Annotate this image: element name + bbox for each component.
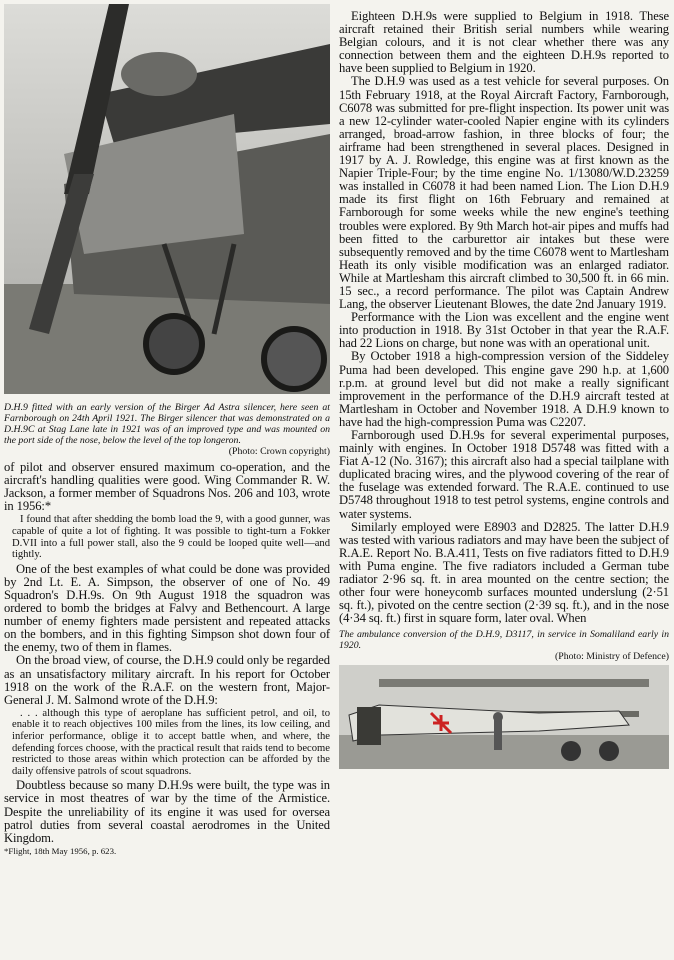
paragraph: of pilot and observer ensured maximum co-operation, and the aircraft's handling qualities were good. Wing Commander R. W. Jackson, a former member of Squadrons Nos. 206 and 103, wrote in 1956:* (4, 460, 330, 514)
photo-caption: D.H.9 fitted with an early version of the Birger Ad Astra silencer, here seen at Farnborough on 24th April 1921. The Birger silencer that was demonstrated on a D.H.9C at Stag Lane late in 1921 was of an improved type and was mounted on the port side of the nose, below the level of the top longeron. (4, 402, 330, 446)
paragraph: Similarly employed were E8903 and D2825. The latter D.H.9 was tested with various radiators and may have been the subject of R.A.E. Report No. B.A.411, Tests on five radiators fitted to D.H.9 with Puma engine. The five radiators included a German tube radiator 2·96 sq. ft. in area mounted on the centre section; the other four were honeycomb surfaces mounted underslung (2·51 sq. ft.), pivoted on the centre section (2·39 sq. ft.), and in the nose (4·34 sq. ft.) first in square form, later oval. When (339, 519, 669, 626)
left-column (4, 4, 330, 857)
paragraph: Performance with the Lion was excellent and the engine went into production in 1918. By 31st October in that year the R.A.F. had 22 Lions on charge, but none was with an operational unit. (339, 310, 669, 351)
paragraph: Farnborough used D.H.9s for several experimental purposes, mainly with engines. In October 1918 D5748 was fitted with a Fiat A-12 (No. 3167); this aircraft also had a special tailplane with duplicated bracing wires, and the plywood covering of the rear of the fuselage was extended forward. The R.A.E. continued to use D5748 throughout 1918 to test petrol systems, engine controls and water systems. (339, 428, 669, 521)
paragraph: Eighteen D.H.9s were supplied to Belgium in 1918. These aircraft retained their British serial numbers while wearing Belgian colours, and it is not clear whether there was any connection between them and the eighteen D.H.9s reported to have been supplied to Belgium in 1920. (339, 9, 669, 76)
block-quote: I found that after shedding the bomb load the 9, with a good gunner, was capable of quite a lot of fighting. It was possible to tight-turn a Fokker D.VII into a full power stall, also the 9 could be looped quite well—and tightly. (12, 514, 330, 561)
photo-credit: (Photo: Ministry of Defence) (555, 651, 669, 663)
photo-caption: The ambulance conversion of the D.H.9, D3117, in service in Somaliland early in 1920. (339, 629, 669, 652)
aircraft-photo-birger-silencer (4, 4, 330, 394)
aircraft-photo-ambulance (339, 665, 669, 769)
paragraph: One of the best examples of what could be done was provided by 2nd Lt. E. A. Simpson, the observer of one of No. 49 Squadron's D.H.9s. On 9th August 1918 the squadron was ordered to bomb the bridges at Falvy and Bethencourt. A large number of enemy fighters made persistent and repeated attacks on the bombers, and in this fighting Simpson shot down four of the enemy, two of them in flames. (4, 561, 330, 655)
paragraph: The D.H.9 was used as a test vehicle for several purposes. On 15th February 1918, at the Royal Aircraft Factory, Farnborough, C6078 was submitted for pre-flight inspection. Its power unit was a new 12-cylinder water-cooled Napier engine with its cylinders arranged, broad-arrow fashion, in three blocks of four; the airframe had been strengthened in several places. Designed in 1917 by A. J. Rowledge, this engine was at first known as the Napier Triple-Four; by the time engine No. 1/13080/W.D.23259 was installed in C6078 it had been named Lion. The Lion D.H.9 made its first flight on 16th February and remained at Farnborough for some weeks while the new engine's teething troubles were explored. By 9th March hot-air pipes and muffs had been fitted to the carburettor air intakes but these were subsequently removed and by the time C6078 went to Martlesham Heath its only visible modification was an enlarged radiator. While at Martlesham this aircraft climbed to 30,500 ft. in 66 min. 15 sec., a record performance. The pilot was Captain Andrew Lang, the observer Lieutenant Blowes, the date 2nd January 1919. (339, 74, 669, 312)
photo-credit: (Photo: Crown copyright) (228, 446, 330, 457)
footnote: *Flight, 18th May 1956, p. 623. (4, 845, 117, 856)
paragraph: On the broad view, of course, the D.H.9 could only be regarded as an unsatisfactory military aircraft. In his report for October 1918 on the work of the R.A.F. on the western front, Major-General J. M. Salmond wrote of the D.H.9: (4, 653, 330, 707)
paragraph: By October 1918 a high-compression version of the Siddeley Puma had been developed. This engine gave 290 h.p. at 1,600 r.p.m. at ground level but did not make a really significant improvement in the performance of the D.H.9 aircraft tested at Martlesham in October and November 1918. A D.H.9 known to have had the high-compression Puma was C2207. (339, 349, 669, 429)
block-quote: . . . although this type of aeroplane has sufficient petrol, and oil, to enable it to reach objectives 100 miles from the lines, its low ceiling, and inferior performance, oblige it to accept battle when, and where, the defending forces choose, with the practical result that raids tend to become restricted to those areas within which protection can be afforded by the daily offensive patrols of scout squadrons. (12, 707, 330, 777)
paragraph: Doubtless because so many D.H.9s were built, the type was in service in most theatres of war by the time of the Armistice. Despite the unreliability of its engine it was used for oversea patrol duties from several coastal aerodromes in the United Kingdom. (4, 778, 330, 845)
right-column (339, 10, 669, 769)
